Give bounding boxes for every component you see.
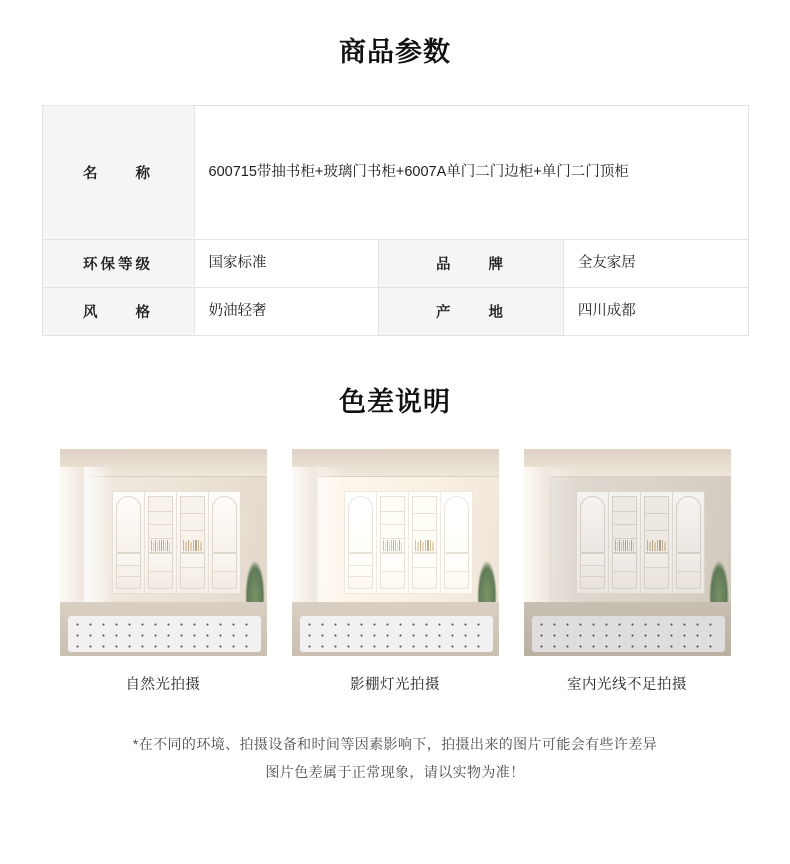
spec-table	[42, 105, 749, 336]
spec-value-style: 奶油轻奢	[194, 288, 379, 336]
spec-label-brand: 品 牌	[379, 240, 564, 288]
table-row	[42, 288, 748, 336]
photo-caption: 室内光线不足拍摄	[567, 677, 687, 693]
spec-value-brand: 全友家居	[563, 240, 748, 288]
spec-value-origin: 四川成都	[563, 288, 748, 336]
color-difference-disclaimer	[0, 730, 790, 786]
spec-value-eco-grade: 国家标准	[194, 240, 379, 288]
disclaimer-line-1: *在不同的环境、拍摄设备和时间等因素影响下，拍摄出来的图片可能会有些许差异	[132, 736, 658, 752]
photo-caption: 影棚灯光拍摄	[350, 677, 440, 693]
spec-label-origin: 产 地	[379, 288, 564, 336]
spec-label-name: 名 称	[42, 106, 194, 240]
gallery-item	[292, 449, 499, 694]
product-detail-page	[0, 30, 790, 864]
disclaimer-line-2: 图片色差属于正常现象，请以实物为准！	[265, 764, 525, 780]
room-photo-natural-light	[60, 449, 267, 656]
room-photo-studio-light	[292, 449, 499, 656]
page-title-color-difference: 色差说明	[339, 387, 451, 417]
gallery-item	[524, 449, 731, 694]
page-title-product-params: 商品参数	[339, 37, 451, 67]
spec-value-name: 600715带抽书柜+玻璃门书柜+6007A单门二门边柜+单门二门顶柜	[194, 106, 748, 240]
room-photo-low-light	[524, 449, 731, 656]
table-row	[42, 240, 748, 288]
photo-caption: 自然光拍摄	[125, 677, 201, 693]
spec-label-style: 风 格	[42, 288, 194, 336]
color-difference-gallery	[0, 449, 790, 694]
gallery-item	[60, 449, 267, 694]
table-row	[42, 106, 748, 240]
spec-label-eco-grade: 环保等级	[42, 240, 194, 288]
